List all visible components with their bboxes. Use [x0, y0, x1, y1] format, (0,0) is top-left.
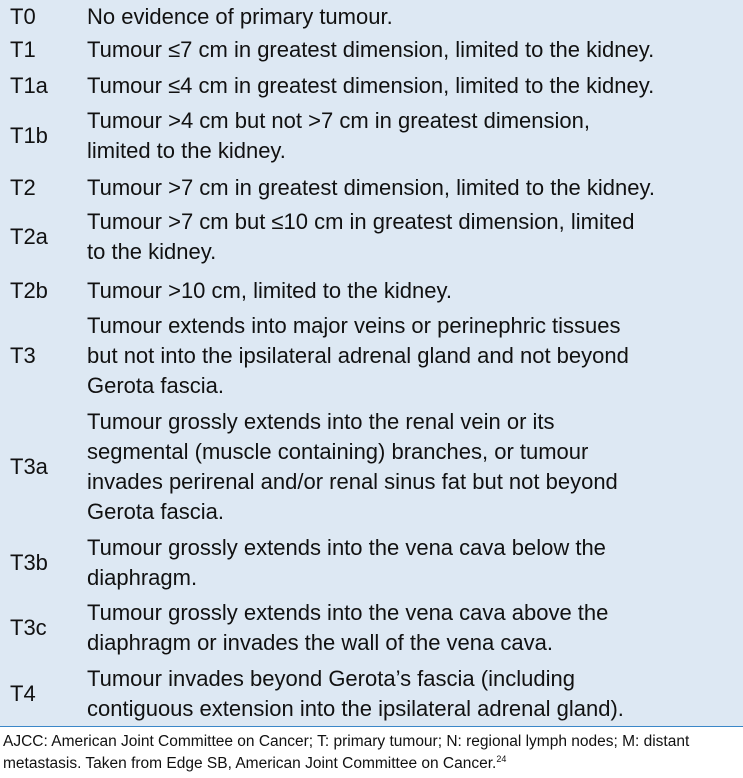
- stage-code: T2: [10, 175, 36, 200]
- stage-code: T2b: [10, 278, 48, 303]
- footnote-text: AJCC: American Joint Committee on Cancer; T: primary tumour; N: regional lymph nodes; M: distant metastasis. Taken from Edge SB, American Joint Committee on Cancer.: [3, 733, 690, 772]
- stage-code: T3c: [10, 615, 47, 640]
- stage-code: T3a: [10, 454, 48, 479]
- table-row: [0, 173, 743, 203]
- stage-code: T2a: [10, 224, 48, 249]
- table-row: [0, 106, 743, 166]
- stage-description: Tumour grossly extends into the vena cava below the diaphragm.: [87, 535, 606, 590]
- stage-description: Tumour >4 cm but not >7 cm in greatest dimension, limited to the kidney.: [87, 108, 590, 163]
- stage-code: T3: [10, 343, 36, 368]
- table-footnote: [0, 731, 743, 775]
- stage-description: Tumour >7 cm in greatest dimension, limited to the kidney.: [87, 175, 655, 200]
- table-row: [0, 2, 743, 32]
- stage-description: Tumour extends into major veins or perinephric tissues but not into the ipsilateral adrenal gland and not beyond Gerota fascia.: [87, 313, 629, 398]
- stage-code: T0: [10, 4, 36, 29]
- stage-code: T4: [10, 681, 36, 706]
- table-row: [0, 207, 743, 267]
- table-row: [0, 35, 743, 65]
- stage-code: T1a: [10, 73, 48, 98]
- table-row: [0, 71, 743, 101]
- stage-code: T3b: [10, 550, 48, 575]
- table-row: [0, 407, 743, 527]
- stage-description: Tumour >10 cm, limited to the kidney.: [87, 278, 452, 303]
- table-row: [0, 533, 743, 593]
- stage-code: T1b: [10, 123, 48, 148]
- stage-description: Tumour ≤4 cm in greatest dimension, limited to the kidney.: [87, 73, 655, 98]
- stage-description: Tumour ≤7 cm in greatest dimension, limited to the kidney.: [87, 37, 655, 62]
- stage-description: Tumour >7 cm but ≤10 cm in greatest dimension, limited to the kidney.: [87, 209, 635, 264]
- stage-description: Tumour invades beyond Gerota’s fascia (including contiguous extension into the ipsilateral adrenal gland).: [87, 666, 624, 721]
- footnote-reference: 24: [496, 753, 507, 764]
- table-row: [0, 276, 743, 306]
- table-row: [0, 311, 743, 401]
- stage-description: Tumour grossly extends into the vena cava above the diaphragm or invades the wall of the vena cava.: [87, 600, 609, 655]
- stage-code: T1: [10, 37, 36, 62]
- stage-description: No evidence of primary tumour.: [87, 4, 393, 29]
- table-row: [0, 598, 743, 658]
- stage-description: Tumour grossly extends into the renal vein or its segmental (muscle containing) branches, or tumour invades perirenal and/or renal sinus fat but not beyond Gerota fascia.: [87, 409, 618, 524]
- table-row: [0, 664, 743, 724]
